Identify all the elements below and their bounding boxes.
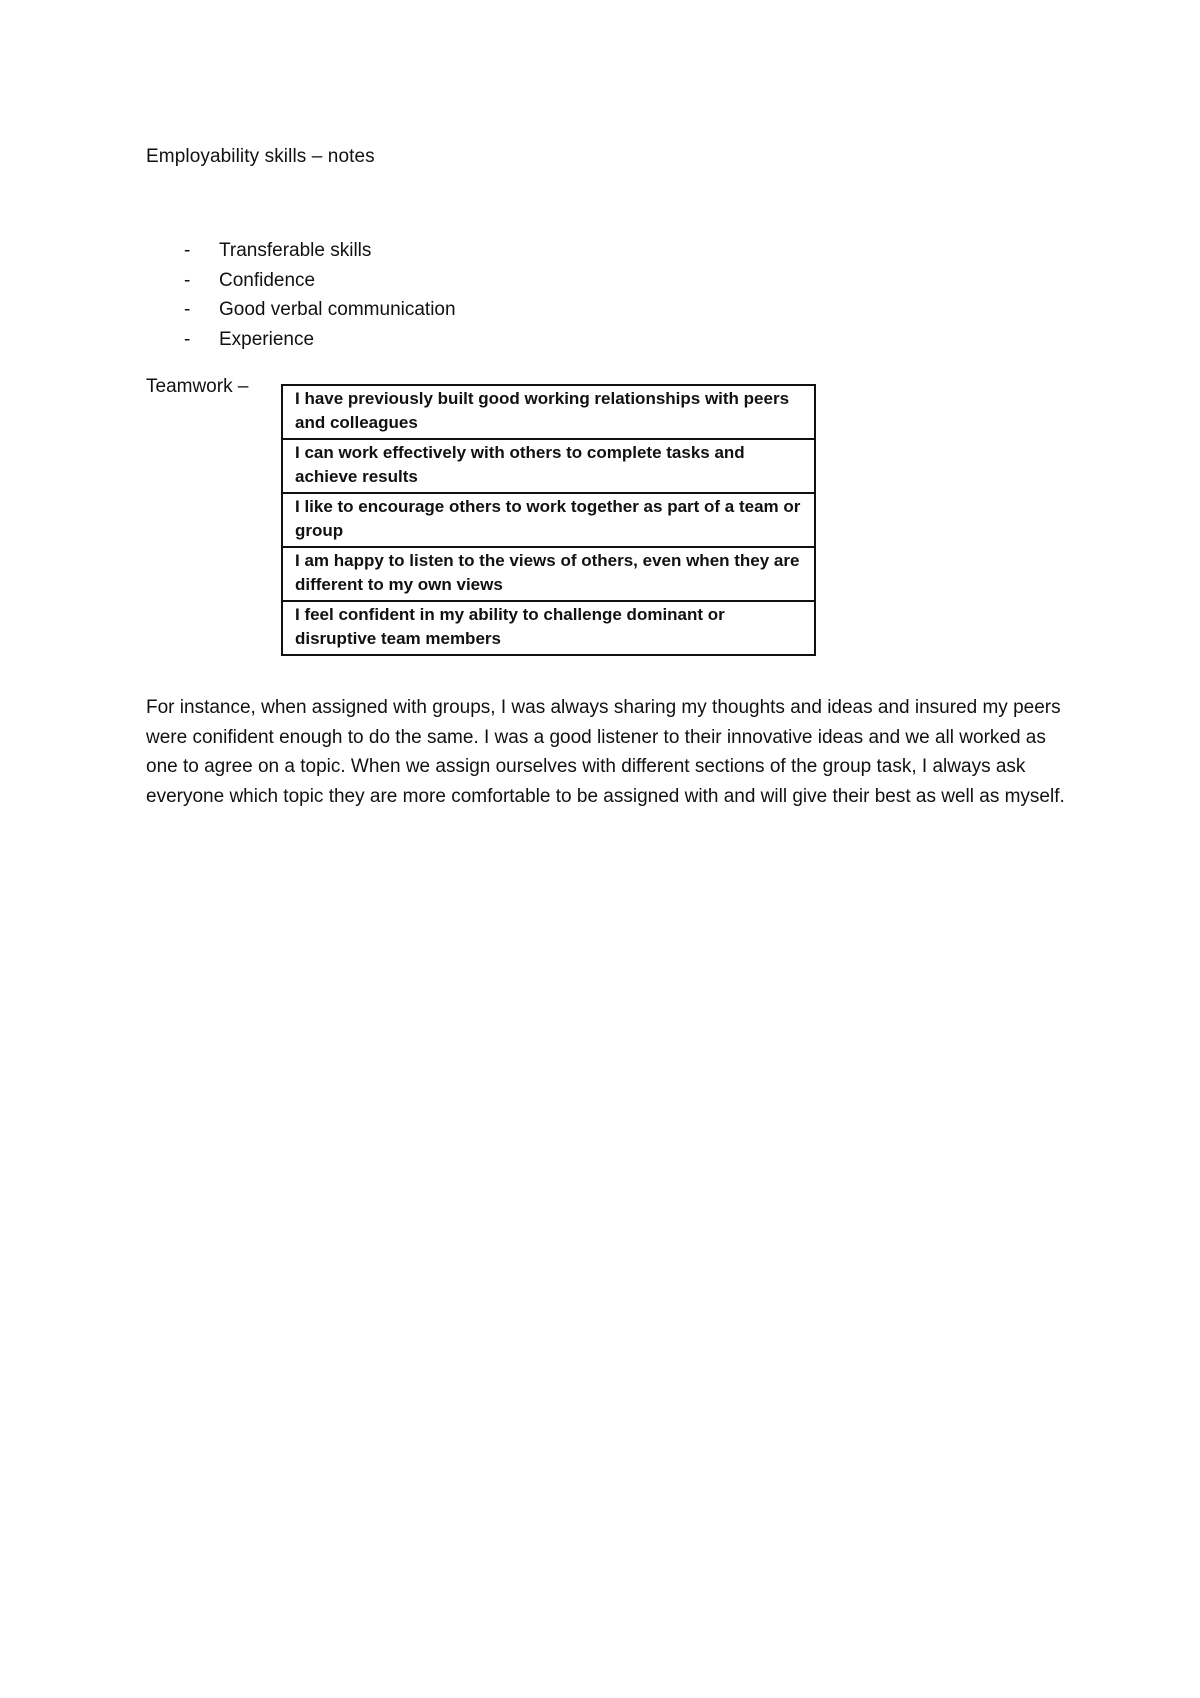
- table-row: [282, 493, 815, 547]
- list-item-text: Good verbal communication: [219, 299, 456, 320]
- list-item: [146, 236, 456, 266]
- list-item: [146, 295, 456, 325]
- list-marker: -: [184, 269, 191, 291]
- table-cell: I like to encourage others to work together as part of a team or group: [282, 493, 815, 547]
- body-paragraph: For instance, when assigned with groups, I was always sharing my thoughts and ideas and insured my peers were conifident enough to do the same. I was a good listener to their innovative ideas and we all worked as one to agree on a topic. When we assign ourselves with different sections of the group task, I always ask everyone which topic they are more comfortable to be assigned with and will give their best as well as myself.: [146, 697, 1065, 807]
- list-item: [146, 266, 456, 296]
- list-marker: -: [184, 240, 191, 261]
- list-marker: -: [184, 328, 191, 350]
- list-marker: -: [184, 299, 191, 320]
- table-row: [282, 547, 815, 601]
- table-row: [282, 601, 815, 655]
- table-cell: I feel confident in my ability to challenge dominant or disruptive team members: [282, 601, 815, 655]
- table-cell: I am happy to listen to the views of others, even when they are different to my own views: [282, 547, 815, 601]
- table-cell: I can work effectively with others to complete tasks and achieve results: [282, 439, 815, 493]
- list-item-text: Transferable skills: [219, 240, 372, 261]
- table-row: [282, 439, 815, 493]
- teamwork-table: [281, 384, 816, 656]
- list-item-text: Experience: [219, 328, 315, 350]
- list-item: [146, 325, 456, 355]
- teamwork-label: Teamwork –: [146, 376, 249, 397]
- table-cell: I have previously built good working relationships with peers and colleagues: [282, 385, 815, 439]
- skills-list: [146, 236, 456, 354]
- table-row: [282, 385, 815, 439]
- document-title: Employability skills – notes: [146, 146, 375, 167]
- list-item-text: Confidence: [219, 269, 316, 291]
